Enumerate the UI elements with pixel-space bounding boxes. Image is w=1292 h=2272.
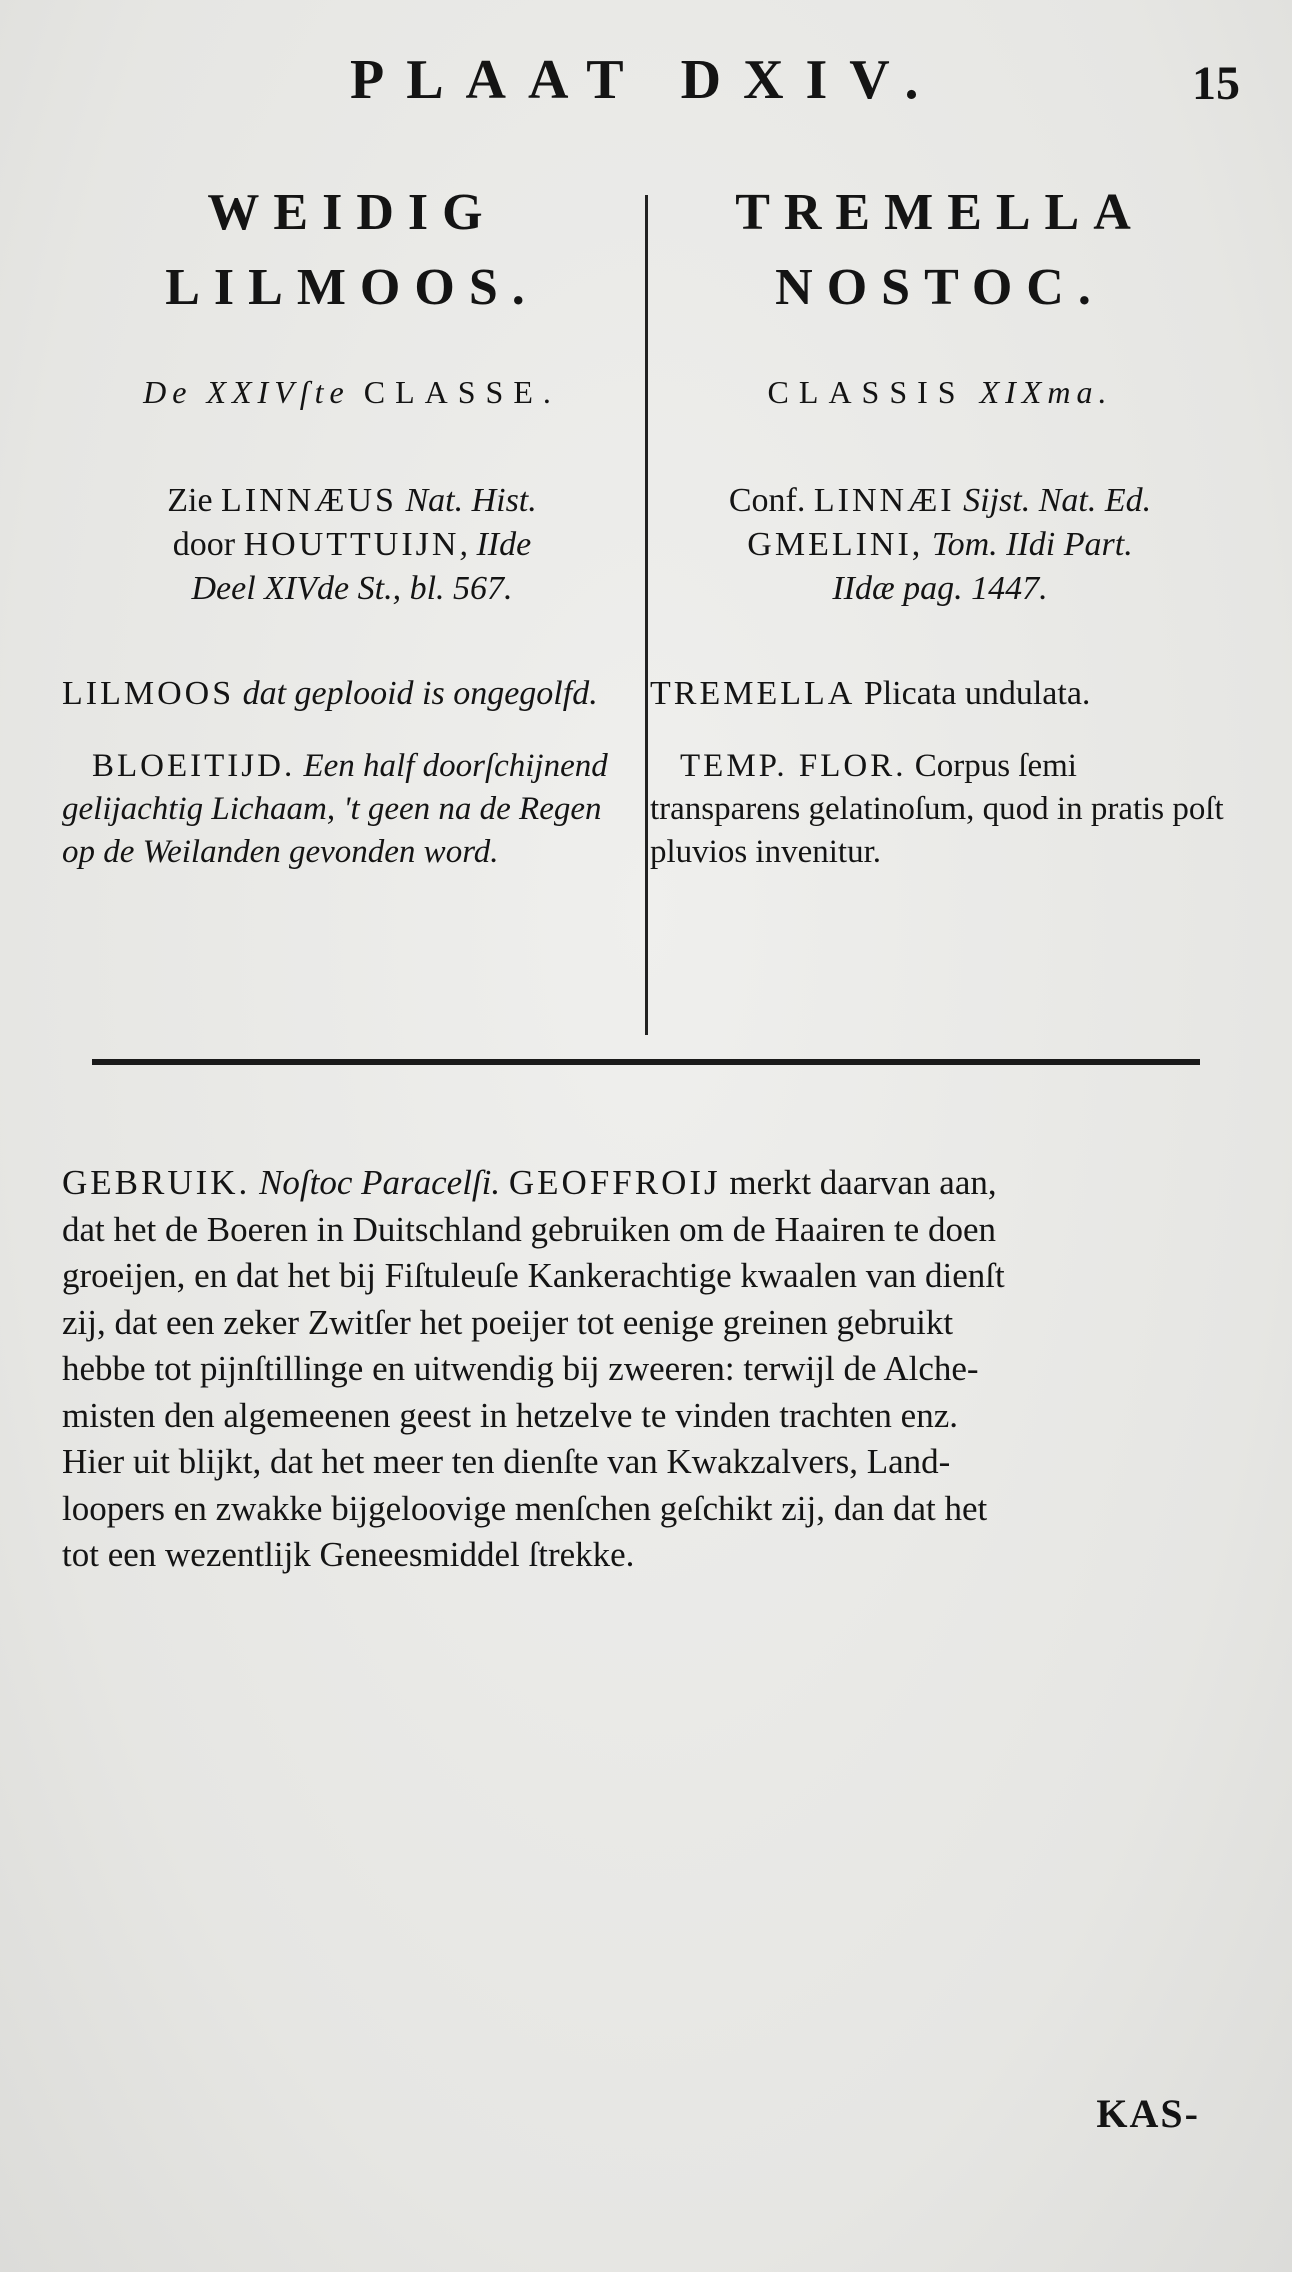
dutch-reference (62, 479, 642, 612)
latin-ref-tom: Tom. IIdi Part. (931, 525, 1133, 563)
body-line-2: dat het de Boeren in Duitschland gebruiken om de Haairen te doen (62, 1209, 996, 1249)
body-line-1-rest: merkt daarvan aan, (729, 1163, 997, 1202)
dutch-ref-iide: , IIde (459, 525, 532, 563)
dutch-species-desc: dat geplooid is ongegolfd. (242, 675, 598, 713)
latin-temp-text: Corpus ſemi transparens gelatinoſum, quod in pratis poſt pluvios invenitur. (650, 748, 1224, 871)
page-header (0, 48, 1292, 118)
dutch-bloeitijd (62, 745, 642, 874)
latin-name-line1: TREMELLA (735, 184, 1145, 241)
dutch-ref-houttuijn: HOUTTUIJN (243, 525, 460, 563)
latin-species (650, 675, 1230, 713)
plate-title: PLAAT DXIV. (350, 49, 941, 111)
latin-ref-conf: Conf. (728, 481, 806, 519)
latin-temp-flor (650, 745, 1230, 874)
body-line-8: loopers en zwakke bijgeloovige menſchen geſchikt zij, dan dat het (62, 1488, 988, 1528)
body-line-3: groeijen, en dat het bij Fiſtuleuſe Kankerachtige kwaalen van dienſt (62, 1256, 1005, 1296)
nostoc-paracelsi: Noſtoc Paracelſi. (259, 1163, 501, 1202)
latin-column (650, 175, 1230, 874)
dutch-name-line2: LILMOOS. (165, 259, 539, 317)
dutch-ref-zie: Zie (167, 481, 213, 519)
latin-ref-linnaei: LINNÆI (813, 481, 955, 519)
body-line-6: misten den algemeenen geest in hetzelve te vinden trachten enz. (62, 1395, 959, 1435)
dutch-bloeitijd-text: Een half doorſchijnend gelijachtig Lichaam, 't geen na de Regen op de Weilanden gevonden word. (62, 748, 608, 871)
body-line-7: Hier uit blijkt, dat het meer ten dienſte van Kwakzalvers, Land- (62, 1442, 951, 1482)
latin-ref-sijst: Sijst. Nat. Ed. (963, 481, 1152, 519)
dutch-species-genus: LILMOOS (62, 675, 235, 713)
horizontal-rule (92, 1059, 1200, 1065)
dutch-classe-word: CLASSE. (363, 373, 561, 410)
latin-reference (650, 479, 1230, 612)
dutch-ref-deel: Deel XIVde St., bl. 567. (191, 570, 513, 608)
latin-classis-word: CLASSIS (767, 373, 966, 410)
latin-classis (650, 374, 1230, 411)
dutch-classe-prefix: De XXIVſte (143, 373, 350, 410)
catchword: KAS- (1096, 2091, 1200, 2136)
gebruik-paragraph (62, 1160, 1202, 1579)
geoffroij: GEOFFROIJ (508, 1163, 721, 1202)
latin-ref-pag: IIdæ pag. 1447. (832, 570, 1048, 608)
body-line-4: zij, dat een zeker Zwitſer het poeijer tot eenige greinen gebruikt (62, 1302, 954, 1342)
dutch-ref-door: door (172, 525, 236, 563)
latin-species-desc: Plicata undulata. (863, 675, 1091, 713)
dutch-ref-linnaeus: LINNÆUS (221, 481, 397, 519)
body-line-1 (62, 1160, 1202, 1207)
dutch-column (62, 175, 642, 874)
body-line-9: tot een wezentlijk Geneesmiddel ſtrekke. (62, 1535, 635, 1575)
dutch-name-line1: WEIDIG (207, 184, 497, 241)
latin-species-genus: TREMELLA (650, 675, 856, 713)
latin-ref-gmelini: GMELINI, (747, 525, 924, 563)
latin-classis-num: XIXma. (979, 373, 1113, 410)
dutch-ref-nathist: Nat. Hist. (405, 481, 537, 519)
gebruik-label: GEBRUIK. (62, 1163, 251, 1202)
dutch-classe (62, 374, 642, 411)
latin-temp-label: TEMP. FLOR. (680, 748, 907, 785)
dutch-species (62, 675, 642, 713)
body-line-5: hebbe tot pijnſtillinge en uitwendig bij zweeren: terwijl de Alche- (62, 1349, 979, 1389)
page-number: 15 (1192, 57, 1240, 110)
latin-name-line2: NOSTOC. (775, 259, 1105, 317)
column-divider (645, 195, 648, 1035)
dutch-bloeitijd-label: BLOEITIJD. (92, 748, 296, 785)
